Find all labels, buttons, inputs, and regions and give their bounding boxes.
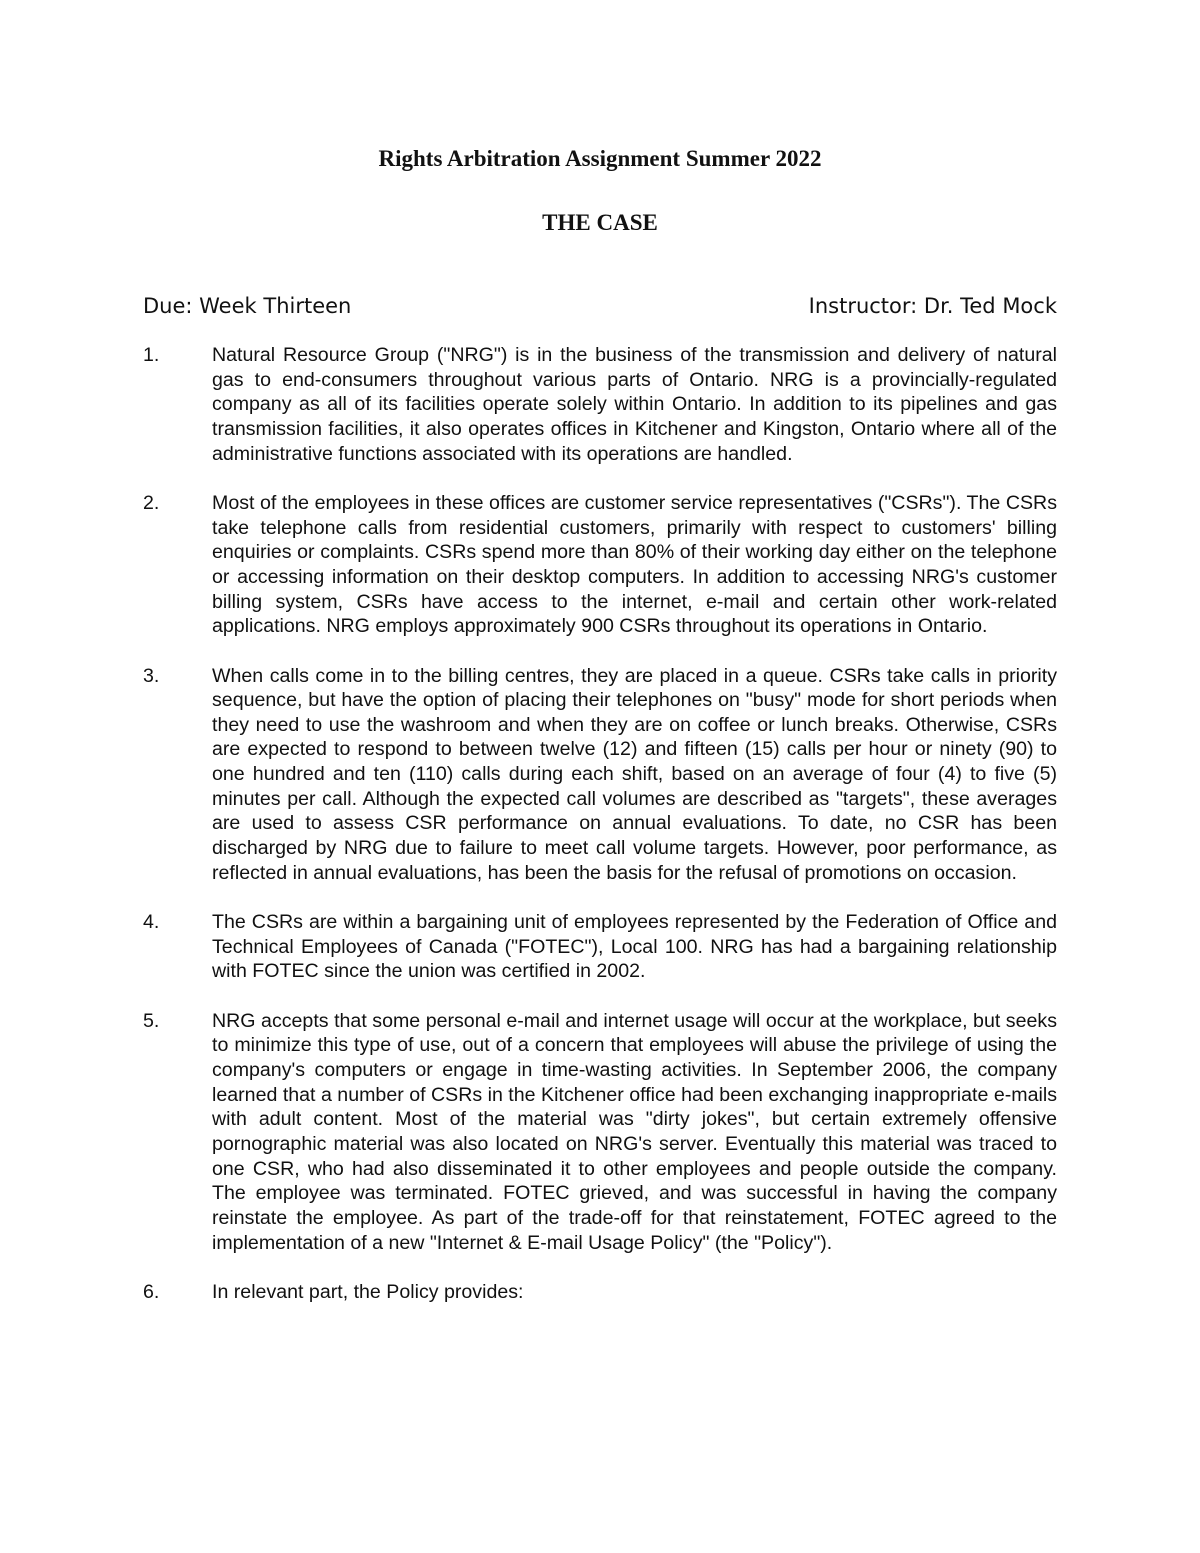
paragraph-text: In relevant part, the Policy provides:	[212, 1280, 524, 1303]
paragraph-text: When calls come in to the billing centres, they are placed in a queue. CSRs take calls in priority sequence, but have the option of placing their telephones on "busy" mode for short periods when they need to use the washroom and when they are on coffee or lunch breaks. Otherwise, CSRs are expected to respond to between twelve (12) and fifteen (15) calls per hour or ninety (90) to one hundred and ten (110) calls during each shift, based on an average of four (4) to five (5) minutes per call. Although the expected call volumes are described as "targets", these averages are used to assess CSR performance on annual evaluations. To date, no CSR has been discharged by NRG due to failure to meet call volume targets. However, poor performance, as reflected in annual evaluations, has been the basis for the refusal of promotions on occasion.	[212, 664, 1057, 884]
paragraph-text: NRG accepts that some personal e-mail and internet usage will occur at the workplace, but seeks to minimize this type of use, out of a concern that employees will abuse the privilege of using the company's computers or engage in time-wasting activities. In September 2006, the company learned that a number of CSRs in the Kitchener office had been exchanging inappropriate e-mails with adult content. Most of the material was "dirty jokes", but certain extremely offensive pornographic material was also located on NRG's server. Eventually this material was traced to one CSR, who had also disseminated it to other employees and people outside the company. The employee was terminated. FOTEC grieved, and was successful in having the company reinstate the employee. As part of the trade-off for that reinstatement, FOTEC agreed to the implementation of a new "Internet & E-mail Usage Policy" (the "Policy").	[212, 1009, 1057, 1254]
assignment-meta	[143, 292, 1057, 320]
paragraph-number: 5.	[143, 1009, 160, 1032]
paragraph-item	[143, 1009, 1057, 1256]
numbered-paragraphs	[143, 343, 1057, 1329]
paragraph-item	[143, 910, 1057, 984]
due-date: Due: Week Thirteen	[143, 294, 352, 318]
paragraph-item	[143, 664, 1057, 886]
paragraph-item	[143, 1280, 1057, 1305]
page-subtitle: THE CASE	[542, 210, 658, 235]
paragraph-number: 3.	[143, 664, 160, 687]
paragraph-item	[143, 491, 1057, 639]
paragraph-text: Natural Resource Group ("NRG") is in the business of the transmission and delivery of natural gas to end-consumers throughout various parts of Ontario. NRG is a provincially-regulated company as all of its facilities operate solely within Ontario. In addition to its pipelines and gas transmission facilities, it also operates offices in Kitchener and Kingston, Ontario where all of the administrative functions associated with its operations are handled.	[212, 344, 1057, 465]
paragraph-text: The CSRs are within a bargaining unit of employees represented by the Federation of Office and Technical Employees of Canada ("FOTEC"), Local 100. NRG has had a bargaining relationship with FOTEC since the union was certified in 2002.	[212, 911, 1057, 983]
paragraph-text: Most of the employees in these offices are customer service representatives ("CSRs"). The CSRs take telephone calls from residential customers, primarily with respect to customers' billing enquiries or complaints. CSRs spend more than 80% of their working day either on the telephone or accessing information on their desktop computers. In addition to accessing NRG's customer billing system, CSRs have access to the internet, e-mail and certain other work-related applications. NRG employs approximately 900 CSRs throughout its operations in Ontario.	[212, 491, 1057, 638]
paragraph-number: 6.	[143, 1280, 160, 1303]
paragraph-number: 2.	[143, 491, 160, 514]
paragraph-number: 4.	[143, 911, 160, 934]
page-title: Rights Arbitration Assignment Summer 2022	[378, 146, 822, 171]
paragraph-item	[143, 343, 1057, 466]
instructor-name: Instructor: Dr. Ted Mock	[808, 294, 1057, 318]
paragraph-number: 1.	[143, 344, 160, 366]
